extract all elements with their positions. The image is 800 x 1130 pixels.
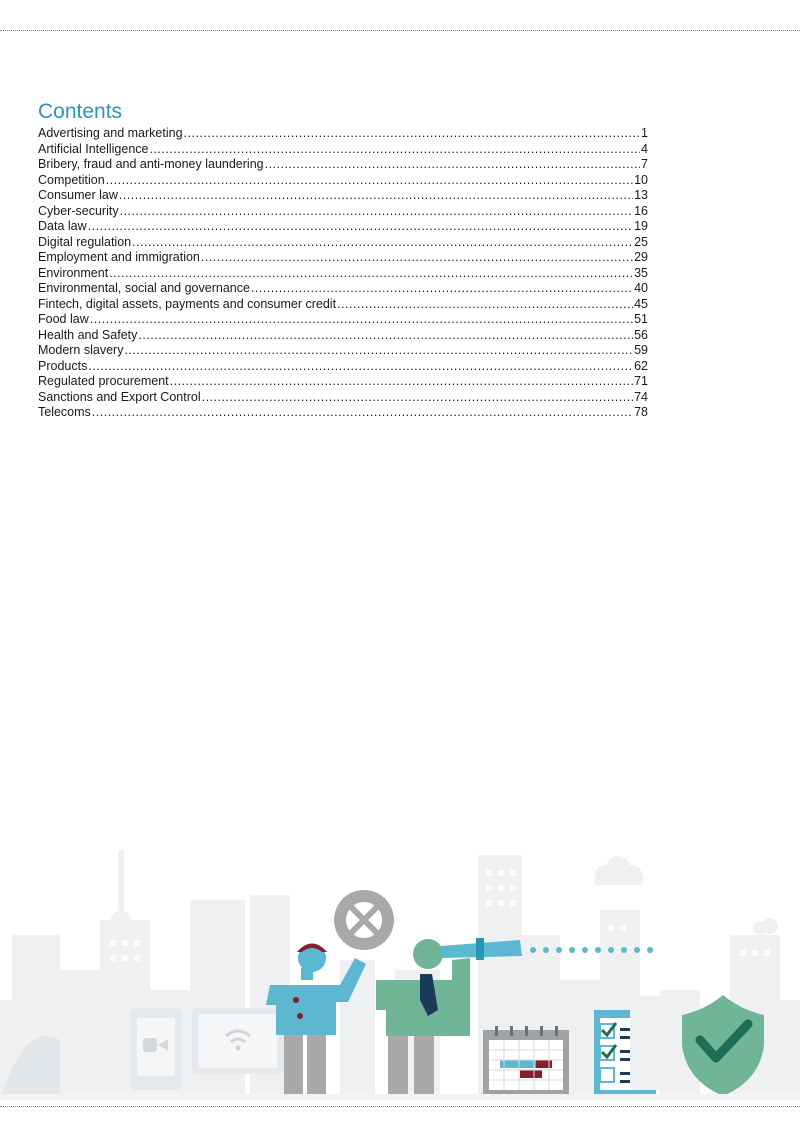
toc-entry[interactable] — [38, 359, 648, 375]
toc-entry[interactable] — [38, 405, 648, 421]
toc-leader-dots — [184, 126, 641, 142]
table-of-contents — [38, 100, 648, 421]
toc-leader-dots — [265, 157, 640, 173]
toc-entry-page[interactable]: 1 — [641, 126, 648, 140]
toc-leader-dots — [124, 343, 633, 359]
toc-leader-dots — [109, 266, 633, 282]
toc-leader-dots — [92, 405, 633, 421]
toc-entry[interactable] — [38, 219, 648, 235]
toc-entry[interactable] — [38, 374, 648, 390]
toc-leader-dots — [337, 297, 633, 313]
toc-entry[interactable] — [38, 157, 648, 173]
toc-entry-page[interactable]: 56 — [634, 327, 648, 342]
wifi-icon — [192, 1008, 284, 1074]
toc-entry-label[interactable]: Bribery, fraud and anti-money laundering — [38, 157, 264, 171]
toc-entry-page[interactable]: 40 — [634, 281, 648, 295]
toc-entry-label[interactable]: Advertising and marketing — [38, 126, 183, 140]
toc-entry-label[interactable]: Competition — [38, 172, 105, 187]
toc-leader-dots — [170, 374, 633, 390]
toc-entry[interactable] — [38, 173, 648, 189]
toc-entry[interactable] — [38, 250, 648, 266]
toc-entry-label[interactable]: Telecoms — [38, 405, 91, 419]
toc-entry-page[interactable]: 4 — [641, 141, 648, 156]
toc-entry-page[interactable]: 25 — [634, 234, 648, 249]
toc-leader-dots — [120, 204, 634, 220]
toc-entry-page[interactable]: 13 — [634, 188, 648, 202]
toc-leader-dots — [202, 390, 634, 406]
toc-entry-label[interactable]: Products — [38, 358, 88, 373]
toc-entry-page[interactable]: 19 — [634, 219, 648, 233]
calendar-icon — [483, 1026, 569, 1094]
toc-entry-label[interactable]: Artificial Intelligence — [38, 141, 149, 156]
toc-entry-page[interactable]: 59 — [634, 343, 648, 357]
toc-leader-dots — [106, 173, 633, 189]
bottom-dotted-rule — [0, 1106, 800, 1107]
toc-entry[interactable] — [38, 266, 648, 282]
toc-entry[interactable] — [38, 312, 648, 328]
toc-entry[interactable] — [38, 343, 648, 359]
toc-list — [38, 126, 648, 421]
toc-entry[interactable] — [38, 188, 648, 204]
toc-entry-page[interactable]: 35 — [634, 265, 648, 280]
city-illustration — [0, 840, 800, 1100]
toc-entry-label[interactable]: Digital regulation — [38, 234, 132, 249]
toc-leader-dots — [90, 312, 633, 328]
toc-leader-dots — [149, 142, 640, 158]
toc-leader-dots — [119, 188, 633, 204]
toc-entry-label[interactable]: Fintech, digital assets, payments and consumer credit — [38, 296, 337, 311]
toc-entry-label[interactable]: Sanctions and Export Control — [38, 389, 201, 404]
toc-entry-label[interactable]: Environmental, social and governance — [38, 281, 250, 295]
phone-icon — [130, 1008, 182, 1090]
toc-leader-dots — [138, 328, 633, 344]
toc-entry-label[interactable]: Consumer law — [38, 188, 118, 202]
toc-entry[interactable] — [38, 328, 648, 344]
toc-leader-dots — [201, 250, 633, 266]
toc-entry-page[interactable]: 45 — [634, 296, 648, 311]
page-title: Contents — [38, 100, 123, 123]
top-dotted-rule — [0, 30, 800, 31]
toc-entry-label[interactable]: Environment — [38, 265, 109, 280]
toc-entry-label[interactable]: Cyber-security — [38, 203, 119, 218]
toc-entry[interactable] — [38, 126, 648, 142]
toc-entry-page[interactable]: 71 — [634, 374, 648, 388]
no-symbol-icon — [334, 890, 394, 950]
toc-entry-page[interactable]: 16 — [634, 203, 648, 218]
toc-entry-page[interactable]: 62 — [634, 358, 648, 373]
toc-entry-page[interactable]: 74 — [634, 389, 648, 404]
toc-entry[interactable] — [38, 142, 648, 158]
toc-entry[interactable] — [38, 297, 648, 313]
toc-entry-page[interactable]: 7 — [641, 157, 648, 171]
toc-entry-label[interactable]: Employment and immigration — [38, 250, 200, 264]
toc-entry-page[interactable]: 29 — [634, 250, 648, 264]
toc-entry[interactable] — [38, 390, 648, 406]
toc-entry-label[interactable]: Regulated procurement — [38, 374, 169, 388]
toc-leader-dots — [132, 235, 633, 251]
toc-entry-label[interactable]: Data law — [38, 219, 87, 233]
toc-leader-dots — [88, 359, 633, 375]
toc-entry-label[interactable]: Food law — [38, 312, 89, 326]
toc-leader-dots — [251, 281, 633, 297]
toc-entry-label[interactable]: Health and Safety — [38, 327, 138, 342]
toc-leader-dots — [88, 219, 633, 235]
toc-entry[interactable] — [38, 235, 648, 251]
toc-entry-page[interactable]: 10 — [634, 172, 648, 187]
toc-entry[interactable] — [38, 204, 648, 220]
toc-entry-page[interactable]: 78 — [634, 405, 648, 419]
toc-entry[interactable] — [38, 281, 648, 297]
toc-entry-label[interactable]: Modern slavery — [38, 343, 124, 357]
toc-entry-page[interactable]: 51 — [634, 312, 648, 326]
